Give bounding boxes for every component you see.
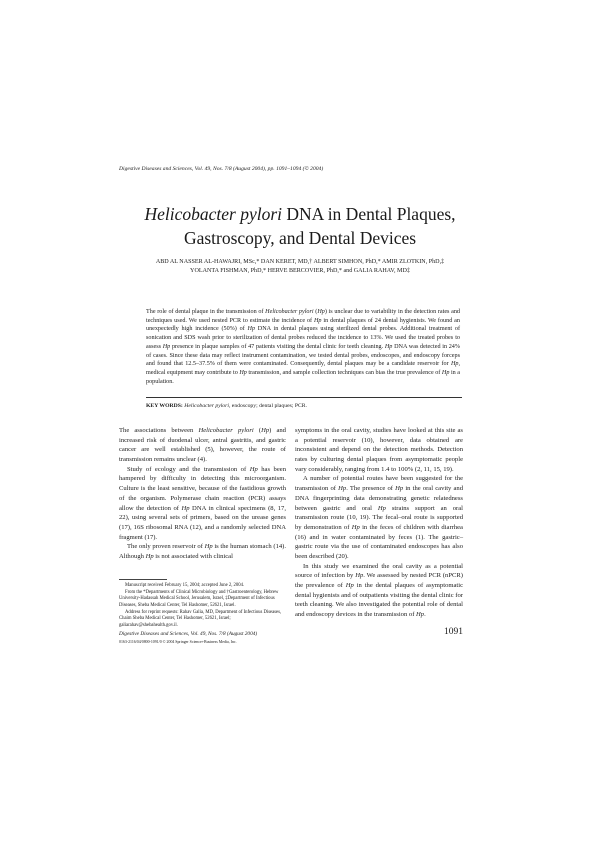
author-list [100,258,500,276]
abstract-italic: Hp [450,361,459,368]
abstract-text: , medical equipment may contribute to [146,361,460,377]
paragraph [119,542,286,561]
keywords-italic: Helicobacter pylori [184,403,229,409]
abstract-text: DNA was detected in 24% of cases. Since these data may reflect instrument contamination, we tested dental probes, endoscopes, and endoscopy forceps and found that 12.5–37.5% of them were contaminated. Consequently, dental plaques may be a candidate reservoir for [146,343,460,368]
abstract-italic: Hp [314,317,322,324]
abstract-text: ( [313,309,318,315]
footnote-reprints: Address for reprint requests: Rahav Galia, MD, Department of Infectious Diseases, Chaim Sheba Medical Center, Tel Hashomer, 52621, Israel; galiarahav@shebahealth.gov.il. [119,609,282,629]
text: strains support an oral transmission route (10, 19). The fecal–oral route is supported by demonstration of [295,504,463,531]
italic: Hp [345,582,354,589]
abstract-text: in a population. [146,370,460,385]
italic: Hp [261,427,270,434]
paragraph [119,426,286,465]
keywords-label: KEY WORDS: [146,403,185,409]
abstract-text: DNA in dental plaques using sterilized dental probes. Additional treatment of sonication and SDS wash prior to sterilization of dental probes reduced the incidence to 13%. We used the treated probes to assess [146,326,460,350]
italic: Hp [395,485,404,493]
text: . [424,611,426,619]
text: in the oral cavity and DNA fingerprinting data demonstrating genetic relatedness between gastric and oral [295,485,463,512]
italic: Hp [416,611,425,619]
footnotes [119,583,286,630]
text: has been hampered by difficulty in detecting this microorganism. Culture is the least sensitive, because of the fastidious growth of the organism. Polymerase chain reaction (PCR) assays allow the detection of [119,465,286,512]
abstract-italic: Helicobacter pylori [265,309,314,315]
article-title-line-2: Gastroscopy, and Dental Devices [183,228,417,248]
text: DNA in clinical specimens (8, 17, 22), using several sets of primers, based on the urease genes (17), 16S ribosomal RNA (12), and a randomly selected DNA fragment (17). [119,504,286,541]
author-line-1: ABD AL NASSER AL-HAWAJRI, MSc,* DAN KERET, MD,† ALBERT SIMHON, PhD,* AMIR ZLOTKIN, PhD,‡ [155,259,445,265]
italic: Hp [338,485,347,493]
text: In this study we examined the oral cavity as a potential source of infection by [295,562,463,580]
italic: Hp [204,543,213,551]
abstract-italic: Hp [441,370,450,377]
text: A number of potential routes have been suggested for the transmission of [295,475,463,493]
abstract-italic: Hp [384,343,393,350]
keywords-rest: , endoscopy; dental plaques; PCR. [228,403,307,409]
italic: Hp [355,572,364,580]
text: ( [253,427,262,434]
text: is not associated with clinical [153,552,233,560]
footnote-affiliations: From the *Departments of Clinical Microbiology and †Gastroenterology, Hebrew University-Hadassah Medical School, Jerusalem, Israel, ‡Department of Infectious Diseases, Sheba Medical Center, Tel Hashomer, 52621, Israel. [119,589,279,609]
abstract-text: presence in plaque samples of 47 patients visiting the dental clinic for teeth cleaning. [170,343,385,350]
abstract-text: The role of dental plaque in the transmission of [146,309,266,315]
paragraph: symptoms in the oral cavity, studies have looked at this site as a potential reservoir (10), however, data obtained are inconsistent and depend on the detection methods. Detection rates by culturing dental plaques from asymptomatic people vary considerably, ranging from 1.4 to 100% (2, 11, 15, 19). [295,427,463,473]
footnote-received: Manuscript received February 15, 2004; accepted June 2, 2004. [125,583,245,588]
article-title-line-1 [100,202,500,226]
keywords [146,403,307,409]
italic: Hp [181,504,190,512]
keywords-divider [146,397,462,398]
footnote-divider [119,579,167,580]
title-species-name: Helicobacter pylori [144,204,282,224]
running-header: Digestive Diseases and Sciences, Vol. 49, Nos. 7/8 (August 2004), pp. 1091–1094 (© 2004) [119,166,324,172]
abstract-text: in dental plaques of 24 dental hygienists. We found an unexpectedly high incidence (50%) of [146,317,460,333]
text: in the feces of children with diarrhea (16) and in water contaminated by feces (1). The gastric–gastric route via the use of contaminated endoscopes has also been described (20). [295,523,463,560]
paragraph [295,474,463,561]
title-line-1-rest: DNA in Dental Plaques, [282,204,456,224]
italic: Hp [249,465,258,473]
italic: Hp [145,552,154,560]
text: ) and increased risk of duodenal ulcer, antral gastritis, and gastric cancer are well established (5), however, the route of transmission remains unclear (4). [119,427,286,464]
body-column-left [119,426,286,562]
text: The only proven reservoir of [127,543,205,551]
text: The associations between [119,427,199,434]
abstract-italic: Hp [239,370,247,377]
issn-line: 0163-2116/04/0800-1091/0 © 2004 Springer Science+Business Media, Inc. [119,640,237,644]
abstract [146,308,460,387]
italic: Hp [351,523,360,531]
italic: Helicobacter pylori [198,427,254,434]
abstract-text: transmission, and sample collection techniques can bias the true prevalence of [246,370,442,377]
abstract-italic: Hp [247,326,256,333]
body-column-right [295,426,463,620]
page-number: 1091 [444,627,463,637]
abstract-text: ) is unclear due to variability in the detection rates and techniques used. We used nested PCR to estimate the incidence of [146,309,460,324]
running-footer: Digestive Diseases and Sciences, Vol. 49, Nos. 7/8 (August 2004) [119,631,258,637]
text: Study of ecology and the transmission of [127,465,250,473]
abstract-italic: Hp [317,309,325,315]
paragraph [119,465,286,543]
paragraph [295,562,463,620]
text: is the human stomach (14). Although [119,543,287,560]
abstract-italic: Hp [162,343,171,350]
author-line-2: YOLANTA FISHMAN, PhD,* HERVE BERCOVIER, PhD,* and GALIA RAHAV, MD‡ [190,268,410,275]
italic: Hp [377,504,386,512]
text: in the dental plaques of asymptomatic dental hygienists and of outpatients visiting the dental clinic for teeth cleaning. We also investigated the potential role of dental and endoscopy devices in the transmission of [295,582,464,619]
text: . We assessed by nested PCR (nPCR) the prevalence of [295,572,464,589]
text: . The presence of [346,485,396,493]
